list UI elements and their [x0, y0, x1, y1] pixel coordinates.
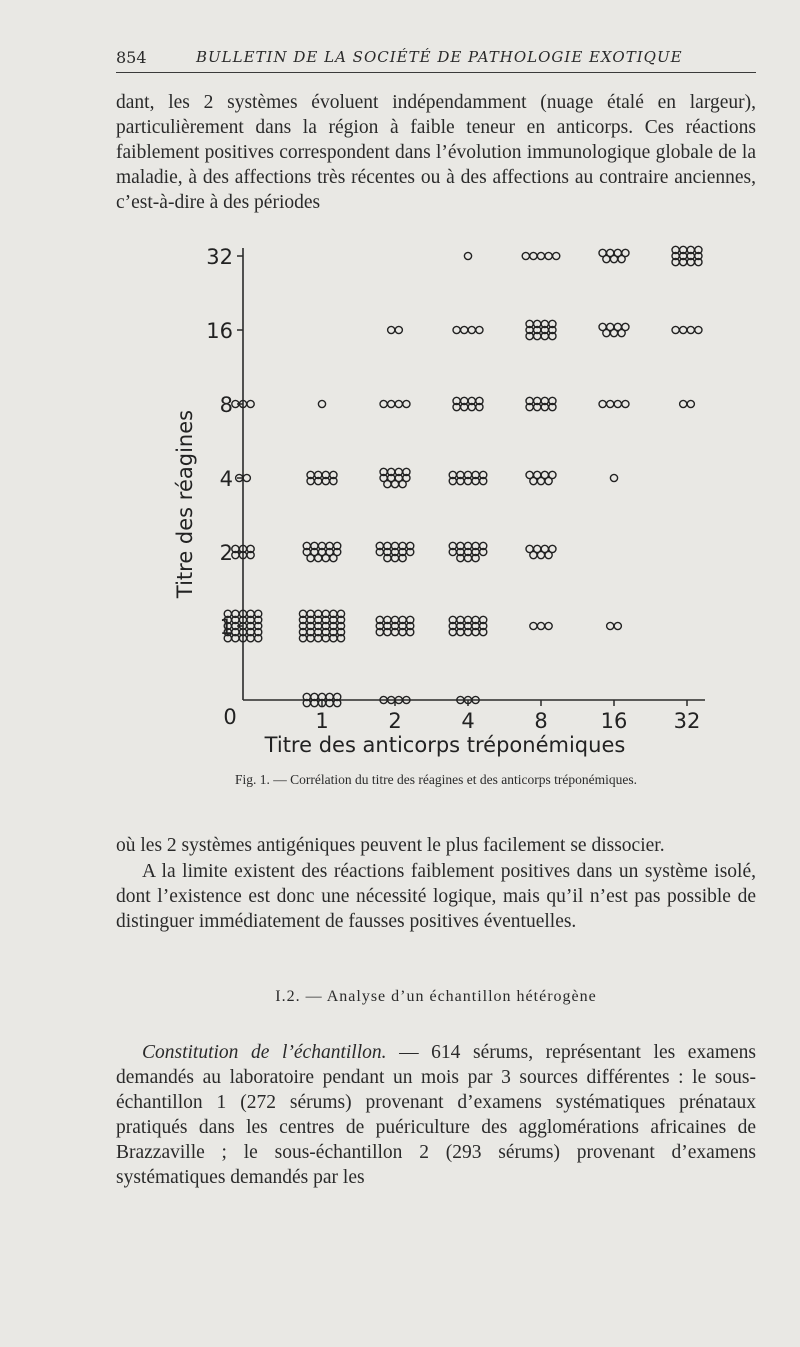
data-point [530, 477, 537, 484]
y-tick-label: 2 [219, 541, 233, 565]
data-point [607, 400, 614, 407]
data-point [307, 555, 314, 562]
data-point [388, 326, 395, 333]
y-tick-label: 32 [206, 245, 233, 269]
running-title: BULLETIN DE LA SOCIÉTÉ DE PATHOLOGIE EXOTIQUE [196, 48, 683, 66]
data-point [680, 400, 687, 407]
data-point [610, 329, 617, 336]
data-cluster [526, 320, 556, 339]
data-cluster [672, 246, 702, 265]
data-point [380, 400, 387, 407]
data-point [537, 477, 544, 484]
data-cluster [318, 400, 325, 407]
data-cluster [610, 474, 617, 481]
paragraph-1: dant, les 2 systèmes évoluent indépendamment (nuage étalé en largeur), particulièrement dans la région à faible teneur en anticorps. Ces réactions faiblement positives correspondent dans l’évolution immunologique globale de la maladie, à des affections très récentes ou à des affections au contraire anciennes, c’est-à-dire à des périodes [116, 92, 756, 213]
data-point [537, 252, 544, 259]
data-point [614, 400, 621, 407]
x-axis-title: Titre des anticorps tréponémiques [264, 733, 626, 757]
data-point [468, 326, 475, 333]
y-tick-label: 1 [219, 615, 233, 639]
data-point [603, 255, 610, 262]
data-point [384, 481, 391, 488]
data-cluster [380, 400, 410, 407]
data-point [403, 400, 410, 407]
data-point [545, 551, 552, 558]
data-cluster [453, 326, 483, 333]
x-tick-label: 1 [315, 709, 329, 733]
data-point [530, 551, 537, 558]
data-cluster [307, 471, 337, 484]
y-tick-label: 0 [223, 705, 237, 729]
data-point [545, 252, 552, 259]
data-point [545, 622, 552, 629]
data-point [618, 255, 625, 262]
data-point [399, 481, 406, 488]
data-cluster [380, 468, 410, 487]
data-cluster [449, 616, 487, 635]
data-point [610, 474, 617, 481]
data-point [395, 326, 402, 333]
data-point [599, 400, 606, 407]
paragraph-4-text: — 614 sérums, représentant les examens demandés au laboratoire pendant un mois par 3 sources différentes : le sous-échantillon 1 (272 sérums) provenant d’examens systématiques prénataux pratiqués dans les centres de puériculture des agglomérations africaines de Brazzaville ; le sous-échantillon 2 (293 sérums) provenant d’examens systématiques demandés par les [116, 1042, 756, 1188]
data-point [530, 252, 537, 259]
paragraph-2: où les 2 systèmes antigéniques peuvent le plus facilement se dissocier. [116, 835, 665, 856]
data-point [622, 400, 629, 407]
data-cluster [526, 397, 556, 410]
data-cluster [303, 542, 341, 561]
paragraph-4 [116, 1040, 756, 1190]
x-tick-label: 8 [534, 709, 548, 733]
data-point [530, 622, 537, 629]
data-cluster [376, 616, 414, 635]
data-point [318, 400, 325, 407]
data-cluster [530, 622, 552, 629]
x-tick-label: 4 [461, 709, 475, 733]
data-cluster [599, 400, 629, 407]
page-header [116, 46, 756, 73]
y-tick-label: 4 [219, 467, 233, 491]
data-point [522, 252, 529, 259]
data-point [695, 326, 702, 333]
data-cluster [449, 542, 487, 561]
data-point [618, 329, 625, 336]
data-point [687, 400, 694, 407]
data-cluster [680, 400, 695, 407]
data-point [330, 555, 337, 562]
data-point [388, 400, 395, 407]
data-cluster [453, 397, 483, 410]
data-cluster [599, 323, 629, 336]
data-cluster [522, 252, 560, 259]
x-tick-label: 32 [673, 709, 701, 733]
data-point [545, 477, 552, 484]
correlation-chart [173, 230, 720, 780]
section-heading: I.2. — Analyse d’un échantillon hétérogène [275, 988, 597, 1005]
data-point [247, 400, 254, 407]
data-point [672, 326, 679, 333]
figure-caption: Fig. 1. — Corrélation du titre des réagines et des anticorps tréponémiques. [235, 772, 637, 787]
data-point [680, 326, 687, 333]
data-point [603, 329, 610, 336]
data-point [464, 252, 471, 259]
data-cluster [607, 622, 622, 629]
x-tick-label: 2 [388, 709, 402, 733]
paragraph-4-italic-lead: Constitution de l’échantillon. [142, 1042, 387, 1063]
data-cluster [526, 471, 556, 484]
data-cluster [672, 326, 702, 333]
page-number: 854 [116, 48, 147, 67]
figure-1 [173, 230, 720, 780]
paragraph-3: A la limite existent des réactions faiblement positives dans un système isolé, dont l’existence est donc une nécessité logique, mais qu’il n’est pas possible de distinguer immédiatement de fausses positives éventuelles. [116, 861, 756, 932]
data-point [537, 551, 544, 558]
data-cluster [376, 542, 414, 561]
y-tick-label: 8 [219, 393, 233, 417]
data-point [610, 255, 617, 262]
data-point [391, 481, 398, 488]
y-tick-label: 16 [206, 319, 233, 343]
data-point [614, 622, 621, 629]
data-cluster [449, 471, 487, 484]
data-cluster [526, 545, 556, 558]
data-cluster [464, 252, 471, 259]
data-point [607, 622, 614, 629]
data-point [537, 622, 544, 629]
y-axis-title: Titre des réagines [173, 409, 197, 599]
data-cluster [599, 249, 629, 262]
data-point [315, 555, 322, 562]
data-cluster [299, 610, 344, 642]
data-point [687, 326, 694, 333]
data-point [453, 326, 460, 333]
data-point [243, 474, 250, 481]
data-cluster [388, 326, 403, 333]
data-point [476, 326, 483, 333]
data-point [395, 400, 402, 407]
x-tick-label: 16 [600, 709, 628, 733]
data-point [461, 326, 468, 333]
data-point [553, 252, 560, 259]
data-point [322, 555, 329, 562]
